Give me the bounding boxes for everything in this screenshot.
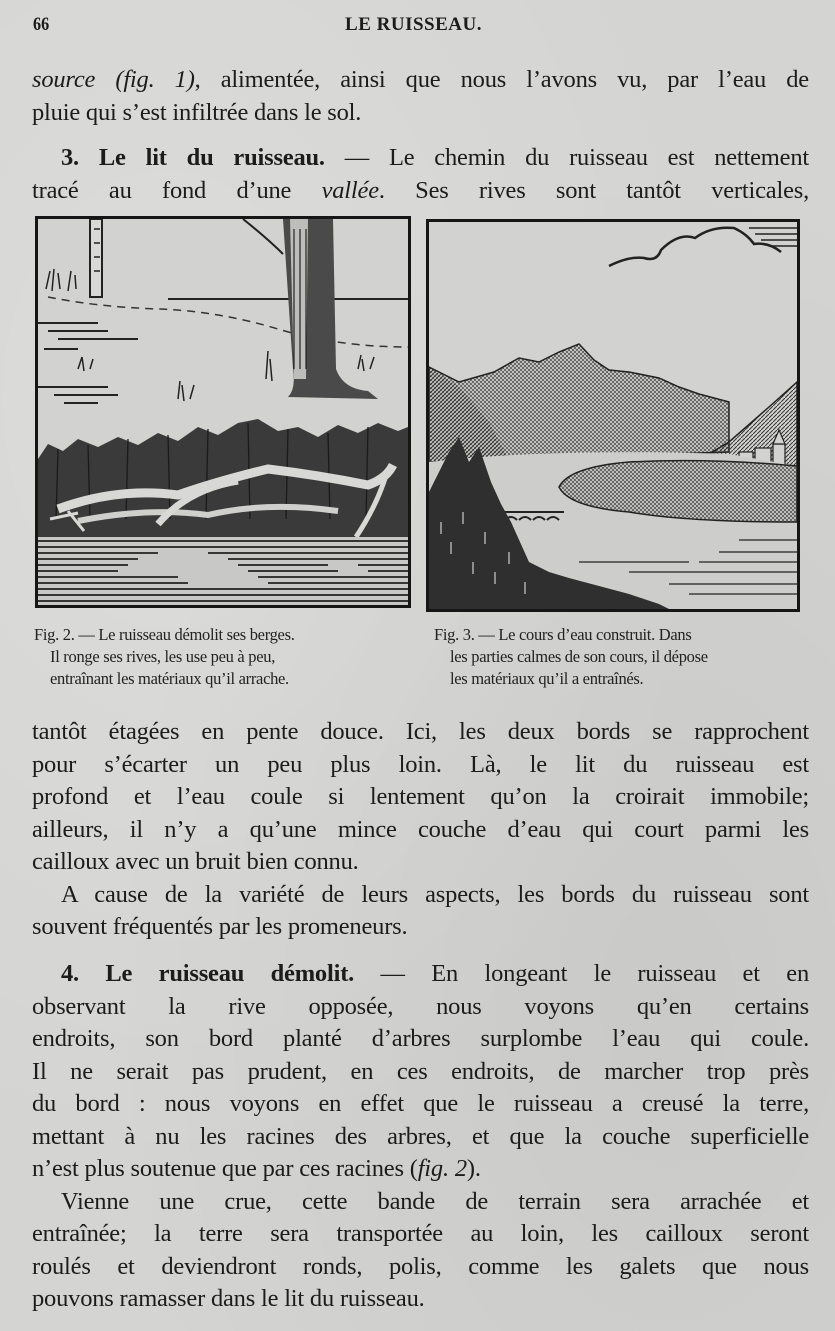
- text-line: n’est plus soutenue que par ces racines (fig. 2).: [32, 1155, 481, 1182]
- text-line: profond et l’eau coule si lentement qu’on la croirait immobile;: [32, 783, 809, 810]
- text-line: entraînée; la terre sera transportée au loin, les cailloux seront: [32, 1220, 809, 1247]
- eroded-bank-illustration: [38, 219, 408, 605]
- figure-3-caption: [434, 624, 708, 690]
- text-line: tantôt étagées en pente douce. Ici, les deux bords se rapprochent: [32, 718, 809, 745]
- caption-line: Fig. 3. — Le cours d’eau construit. Dans: [434, 625, 692, 644]
- text-line: souvent fréquentés par les promeneurs.: [32, 913, 408, 940]
- text-line: Il ne serait pas prudent, en ces endroits, de marcher trop près: [32, 1057, 809, 1085]
- text-line: mettant à nu les racines des arbres, et que la couche superficielle: [32, 1122, 809, 1150]
- text-line: 4. Le ruisseau démolit. — En longeant le ruisseau et en: [61, 960, 809, 987]
- figure-3-illustration: [426, 219, 800, 612]
- text-line: Vienne une crue, cette bande de terrain sera arrachée et: [61, 1187, 809, 1215]
- figure-reference: source (fig. 1): [32, 66, 195, 93]
- caption-line: entraînant les matériaux qu’il arrache.: [50, 669, 289, 688]
- emphasized-term: vallée: [321, 176, 379, 204]
- figure-reference: fig. 2: [417, 1155, 467, 1182]
- text-line: 3. Le lit du ruisseau. — Le chemin du ruisseau est nettement: [61, 144, 809, 171]
- text-line: ailleurs, il n’y a qu’une mince couche d’eau qui court parmi les: [32, 815, 809, 843]
- caption-line: les parties calmes de son cours, il dépose: [450, 647, 708, 666]
- intro-paragraph: [32, 64, 809, 129]
- section-heading: 3. Le lit du ruisseau.: [61, 144, 325, 171]
- section-3-paragraph: [32, 142, 809, 207]
- text-line: tracé au fond d’une vallée. Ses rives sont tantôt verticales,: [32, 176, 809, 204]
- text-line: source (fig. 1), alimentée, ainsi que nous l’avons vu, par l’eau de: [32, 66, 809, 93]
- caption-line: Fig. 2. — Le ruisseau démolit ses berges.: [34, 625, 295, 644]
- text-line: endroits, son bord planté d’arbres surplombe l’eau qui coule.: [32, 1025, 809, 1052]
- running-title: LE RUISSEAU.: [345, 14, 482, 35]
- section-3-continuation: [32, 716, 809, 944]
- section-heading: 4. Le ruisseau démolit.: [61, 960, 355, 987]
- river-valley-illustration: [429, 222, 797, 609]
- text-line: pour s’écarter un peu plus loin. Là, le lit du ruisseau est: [32, 750, 809, 778]
- text-line: pouvons ramasser dans le lit du ruisseau.: [32, 1285, 425, 1312]
- text-line: pluie qui s’est infiltrée dans le sol.: [32, 98, 362, 126]
- text-line: cailloux avec un bruit bien connu.: [32, 848, 359, 875]
- running-head: [0, 14, 835, 40]
- section-4-paragraph: [32, 958, 809, 1316]
- text-line: roulés et deviendront ronds, polis, comme les galets que nous: [32, 1252, 809, 1280]
- page-number: 66: [33, 14, 50, 35]
- text-line: A cause de la variété de leurs aspects, les bords du ruisseau sont: [61, 880, 809, 908]
- figure-2-illustration: [35, 216, 411, 608]
- caption-line: Il ronge ses rives, les use peu à peu,: [50, 647, 276, 666]
- text-line: du bord : nous voyons en effet que le ruisseau a creusé la terre,: [32, 1090, 809, 1117]
- caption-line: les matériaux qu’il a entraînés.: [450, 669, 644, 688]
- figure-2-caption: [34, 624, 295, 690]
- text-line: observant la rive opposée, nous voyons qu’en certains: [32, 992, 809, 1020]
